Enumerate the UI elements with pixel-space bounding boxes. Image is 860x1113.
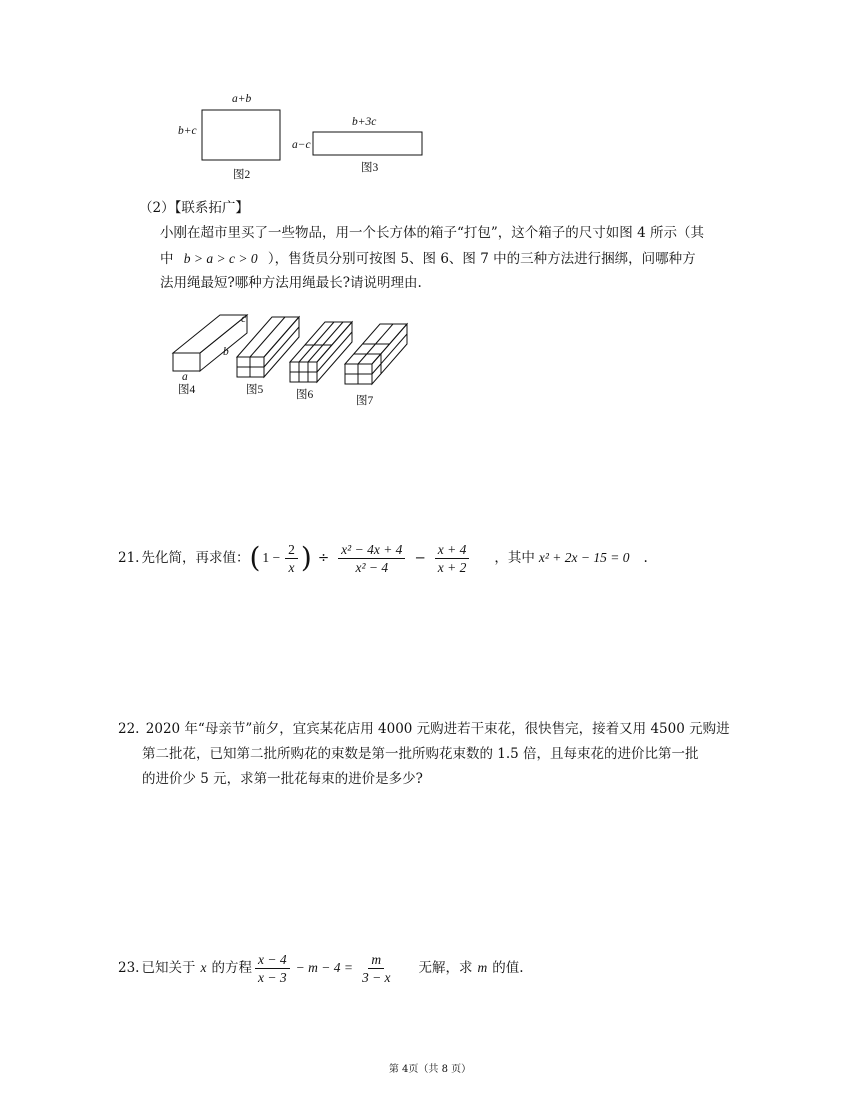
fig6-label: 图6 [296, 389, 314, 401]
q23-f2-den: 3 − x [361, 969, 391, 985]
q23-f1-num: x − 4 [255, 951, 290, 969]
fig3-label: 图3 [361, 162, 379, 174]
q23-var-x: x [200, 960, 207, 975]
q21-text-1: 先化简，再求值： [141, 550, 250, 566]
q21-end: . [643, 550, 648, 566]
q21-f1-den: x [288, 559, 295, 575]
question-22-line-3: 的进价少 5 元，求第一批花每束的进价是多少? [142, 771, 423, 787]
fig3-top-label: b+3c [352, 116, 377, 128]
figure-2-3 [170, 88, 440, 188]
question-21 [118, 538, 648, 578]
q21-condition: x² + 2x − 15 = 0 [538, 550, 630, 565]
q21-fraction-2 [338, 541, 405, 576]
q21-f3-num: x + 4 [435, 541, 470, 559]
part2-line-2-prefix: 中 [160, 251, 174, 267]
q21-f2-num: x² − 4x + 4 [338, 541, 405, 559]
q21-fraction-1 [285, 541, 298, 576]
q21-paren-open: ( [249, 541, 261, 574]
q21-text-2: ，其中 [494, 550, 535, 566]
q23-text-1: 已知关于 [141, 960, 196, 976]
fig3-rectangle [313, 132, 422, 155]
question-22-line-1 [118, 717, 730, 742]
q21-minus: − [414, 550, 426, 566]
q23-text-2: 的方程 [211, 960, 252, 976]
q23-text-4: 的值. [492, 960, 524, 976]
question-22-line-2: 第二批花，已知第二批所购花的束数是第一批所购花束数的 1.5 倍，且每束花的进价比第一批 [142, 746, 699, 762]
q23-fraction-2 [359, 951, 394, 986]
q23-number: 23. [118, 960, 140, 976]
q21-fraction-3 [435, 541, 470, 576]
fig4-dim-a: a [182, 371, 188, 383]
fig7-box [345, 324, 407, 384]
q21-div: ÷ [317, 550, 330, 566]
q22-line-1-text: 2020 年“母亲节”前夕，宜宾某花店用 4000 元购进若干束花，很快售完，接着又用 4500 元购进 [145, 721, 730, 737]
q21-number: 21. [118, 550, 140, 566]
page-footer: 第 4页（共 8 页） [388, 1064, 472, 1075]
fig2-label: 图2 [233, 169, 251, 181]
q23-text-3: 无解，求 [418, 960, 473, 976]
fig4-dim-c: c [241, 313, 247, 325]
fig5-label: 图5 [246, 384, 264, 396]
fig2-rectangle [202, 110, 280, 160]
q21-f2-den: x² − 4 [355, 559, 389, 575]
fig7-label: 图7 [356, 395, 374, 407]
part2-line-2-suffix: ），售货员分别可按图 5、图 6、图 7 中的三种方法进行捆绑，问哪种方 [267, 251, 696, 267]
fig4-dim-b: b [223, 346, 229, 358]
question-23 [118, 948, 524, 988]
q23-var-m: m [477, 960, 488, 975]
q23-fraction-1 [255, 951, 290, 986]
part2-heading: （2）【联系拓广】 [139, 200, 249, 216]
part2-line-1: 小刚在超市里买了一些物品，用一个长方体的箱子“打包”，这个箱子的尺寸如图 4 所示（其 [160, 225, 704, 241]
part2-line-2 [160, 246, 696, 272]
fig4-box [173, 315, 247, 371]
q23-f2-num: m [368, 951, 384, 969]
inequality: b > a > c > 0 [183, 251, 258, 266]
fig3-side-label: a−c [292, 139, 311, 151]
fig4-label: 图4 [178, 384, 196, 396]
q23-f1-den: x − 3 [257, 969, 287, 985]
fig2-top-label: a+b [232, 93, 252, 105]
q21-f3-den: x + 2 [437, 559, 467, 575]
q21-f1-num: 2 [285, 541, 298, 559]
part2-line-3: 法用绳最短?哪种方法用绳最长?请说明理由. [160, 275, 422, 291]
q22-number: 22. [118, 721, 140, 737]
q21-paren-close: ) [300, 541, 312, 574]
fig2-side-label: b+c [178, 125, 197, 137]
figure-boxes [165, 305, 425, 395]
q21-one-minus: 1 − [262, 550, 281, 565]
q23-middle: − m − 4 = [295, 960, 353, 975]
